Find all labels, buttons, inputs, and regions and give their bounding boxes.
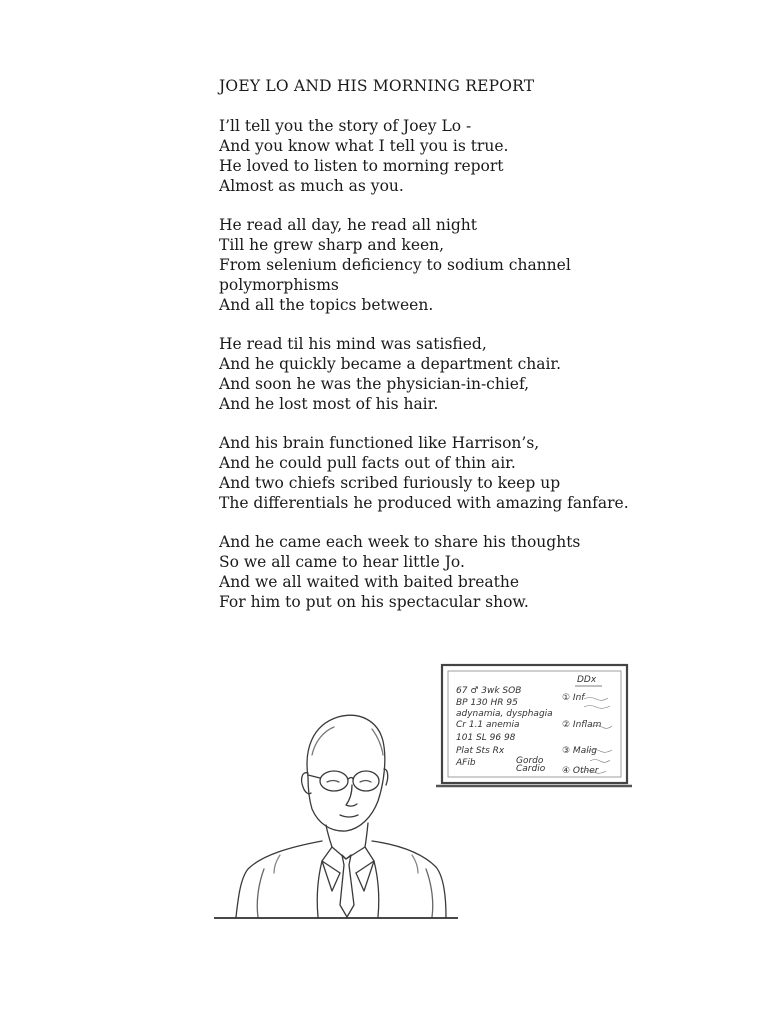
whiteboard-note: BP 130 HR 95: [456, 698, 518, 708]
poem-line: And all the topics between.: [219, 296, 434, 314]
poem-line: From selenium deficiency to sodium channel: [219, 256, 571, 274]
stanza-5: [219, 532, 739, 612]
whiteboard-note: Gordo: [516, 756, 544, 766]
poem-line: So we all came to hear little Jo.: [219, 553, 465, 571]
whiteboard-note: ④ Other: [562, 766, 599, 776]
poem-line: He read all day, he read all night: [219, 216, 477, 234]
stanza-2: [219, 215, 739, 315]
poem-line: And soon he was the physician-in-chief,: [219, 375, 530, 393]
stanza-3: [219, 334, 739, 414]
whiteboard-note: Cardio: [516, 764, 546, 774]
poem-title: JOEY LO AND HIS MORNING REPORT: [219, 77, 535, 95]
poem-line: And we all waited with baited breathe: [219, 573, 520, 591]
poem-line: And he came each week to share his thoughts: [219, 533, 581, 551]
whiteboard-note: ③ Malig: [562, 746, 597, 756]
man-sketch: [236, 715, 446, 917]
whiteboard-note: Cr 1.1 anemia: [456, 720, 520, 730]
poem-line: And he could pull facts out of thin air.: [219, 454, 516, 472]
whiteboard-note: ① Inf: [562, 693, 585, 703]
whiteboard-note: ② Inflam: [562, 720, 602, 730]
stanza-1: [219, 116, 739, 196]
stanza-4: [219, 433, 739, 513]
whiteboard-note: AFib: [456, 758, 476, 768]
poem-line: I’ll tell you the story of Joey Lo -: [219, 117, 472, 135]
whiteboard-note: 67 ♂ 3wk SOB: [456, 686, 522, 696]
sketch-svg: [200, 655, 640, 935]
poem-line: For him to put on his spectacular show.: [219, 593, 529, 611]
poem-line: And he quickly became a department chair.: [219, 355, 562, 373]
poem-line: And his brain functioned like Harrison’s,: [219, 434, 540, 452]
poem-line: And two chiefs scribed furiously to keep up: [219, 474, 561, 492]
poem-line: Till he grew sharp and keen,: [219, 236, 445, 254]
sketch-illustration: [200, 655, 640, 935]
poem-line: And he lost most of his hair.: [219, 395, 439, 413]
whiteboard-note: adynamia, dysphagia: [456, 709, 553, 719]
whiteboard: [436, 665, 632, 786]
whiteboard-heading: DDx: [577, 675, 597, 685]
poem-line: He read til his mind was satisfied,: [219, 335, 487, 353]
whiteboard-note: 101 SL 96 98: [456, 733, 516, 743]
poem-line: He loved to listen to morning report: [219, 157, 504, 175]
poem-line: polymorphisms: [219, 276, 339, 294]
poem-line: The differentials he produced with amazing fanfare.: [219, 494, 629, 512]
poem-line: And you know what I tell you is true.: [219, 137, 509, 155]
poem: [219, 76, 739, 631]
poem-line: Almost as much as you.: [219, 177, 404, 195]
whiteboard-note: Plat Sts Rx: [456, 746, 505, 756]
